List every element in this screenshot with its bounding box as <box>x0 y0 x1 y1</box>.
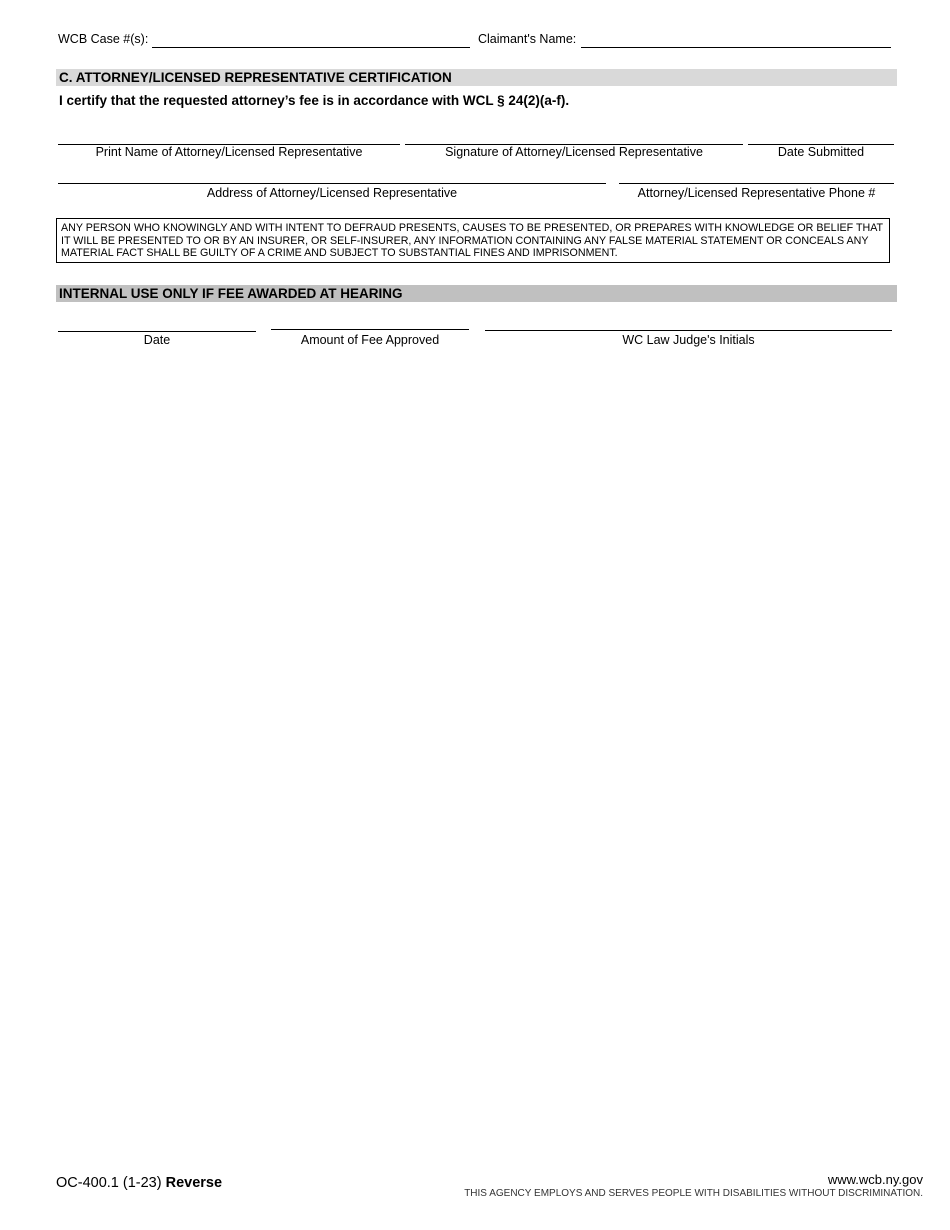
internal-use-title: INTERNAL USE ONLY IF FEE AWARDED AT HEARING <box>56 285 897 302</box>
internal-date-line[interactable] <box>58 331 256 332</box>
fee-amount-line[interactable] <box>271 329 469 330</box>
signature-caption: Signature of Attorney/Licensed Representative <box>445 145 703 159</box>
address-line[interactable] <box>58 183 606 184</box>
certification-statement: I certify that the requested attorney’s fee is in accordance with WCL § 24(2)(a-f). <box>59 93 570 108</box>
nondiscrimination-notice: THIS AGENCY EMPLOYS AND SERVES PEOPLE WITH DISABILITIES WITHOUT DISCRIMINATION. <box>464 1188 923 1199</box>
judge-initials-caption: WC Law Judge's Initials <box>622 333 755 347</box>
fraud-warning-box: ANY PERSON WHO KNOWINGLY AND WITH INTENT TO DEFRAUD PRESENTS, CAUSES TO BE PRESENTED, OR PREPARES WITH KNOWLEDGE OR BELIEF THAT IT WILL BE PRESENTED TO OR BY AN INSURER, OR SELF-INSURER, ANY INFORMATION CONTAINING ANY FALSE MATERIAL STATEMENT OR CONCEALS ANY MATERIAL FACT SHALL BE GUILTY OF A CRIME AND SUBJECT TO SUBSTANTIAL FINES AND IMPRISONMENT. <box>56 218 890 263</box>
wcb-case-label: WCB Case #(s): <box>58 32 149 46</box>
phone-caption: Attorney/Licensed Representative Phone # <box>637 186 876 200</box>
address-caption: Address of Attorney/Licensed Representative <box>206 186 458 200</box>
phone-line[interactable] <box>619 183 894 184</box>
fee-amount-caption: Amount of Fee Approved <box>300 333 440 347</box>
wcb-case-field[interactable] <box>152 32 470 48</box>
claimant-name-field[interactable] <box>581 32 891 48</box>
section-c-title: C. ATTORNEY/LICENSED REPRESENTATIVE CERTIFICATION <box>56 69 897 86</box>
form-side: Reverse <box>165 1175 223 1191</box>
form-identifier <box>56 1175 222 1191</box>
form-number: OC-400.1 (1-23) <box>56 1175 162 1191</box>
date-submitted-caption: Date Submitted <box>777 145 865 159</box>
claimant-name-label: Claimant's Name: <box>478 32 577 46</box>
website-link[interactable]: www.wcb.ny.gov <box>827 1172 923 1187</box>
judge-initials-line[interactable] <box>485 330 892 331</box>
print-name-caption: Print Name of Attorney/Licensed Representative <box>95 145 363 159</box>
internal-date-caption: Date <box>143 333 171 347</box>
